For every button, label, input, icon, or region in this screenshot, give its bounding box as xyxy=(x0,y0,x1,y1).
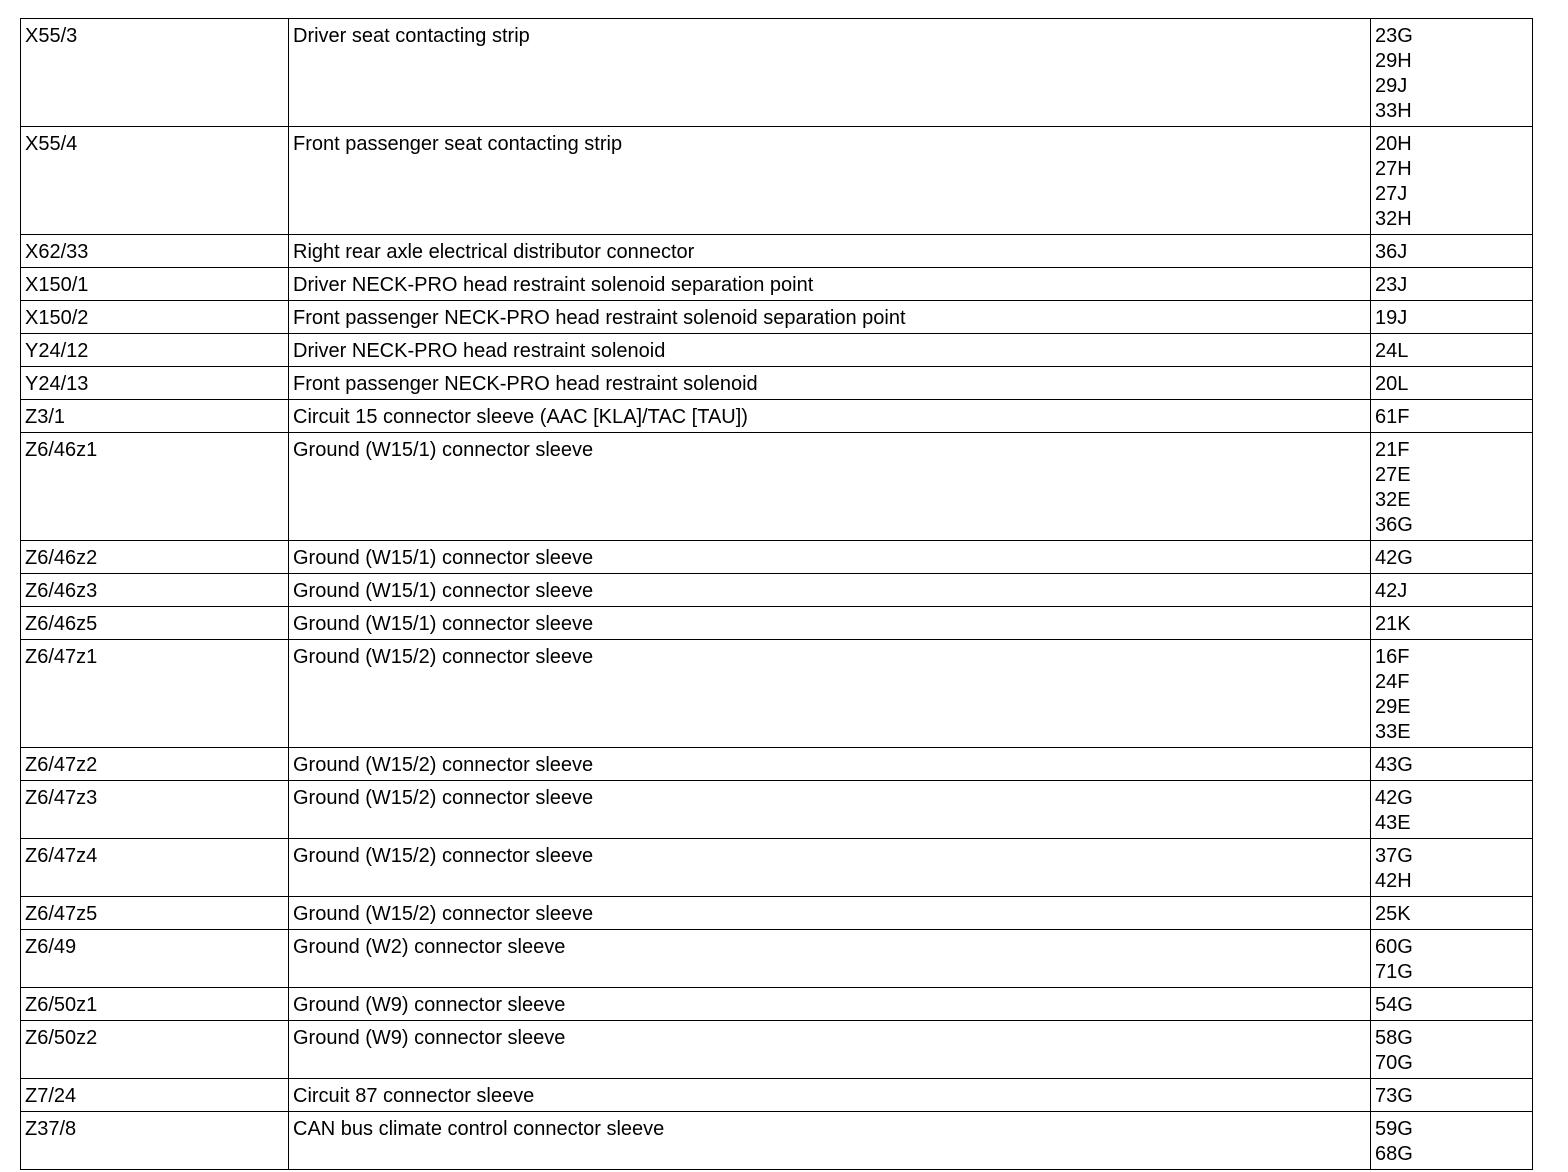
table-row xyxy=(21,268,1533,301)
component-code-cell: X55/3 xyxy=(21,19,289,127)
table-row xyxy=(21,781,1533,839)
table-row xyxy=(21,19,1533,127)
grid-location-cell xyxy=(1371,574,1533,607)
grid-location-cell xyxy=(1371,367,1533,400)
component-code-cell: Z6/46z3 xyxy=(21,574,289,607)
grid-location: 60G xyxy=(1375,936,1413,958)
grid-location-cell xyxy=(1371,748,1533,781)
table-row xyxy=(21,235,1533,268)
grid-location: 43G xyxy=(1375,754,1413,776)
grid-location: 24L xyxy=(1375,340,1409,362)
grid-location: 23J xyxy=(1375,274,1408,296)
table-row xyxy=(21,301,1533,334)
grid-location-cell xyxy=(1371,930,1533,988)
component-description-cell: Ground (W15/1) connector sleeve xyxy=(289,433,1371,541)
grid-location-cell xyxy=(1371,301,1533,334)
table-row xyxy=(21,541,1533,574)
component-code-cell: Z6/46z5 xyxy=(21,607,289,640)
component-code-cell: Z6/47z2 xyxy=(21,748,289,781)
table-row xyxy=(21,433,1533,541)
table-row xyxy=(21,334,1533,367)
grid-location: 29H xyxy=(1375,50,1412,72)
grid-location: 19J xyxy=(1375,307,1408,329)
grid-location: 25K xyxy=(1375,903,1411,925)
legend-table-body xyxy=(21,19,1533,1170)
grid-location-cell xyxy=(1371,607,1533,640)
grid-location: 42H xyxy=(1375,870,1412,892)
grid-location: 54G xyxy=(1375,994,1413,1016)
component-description-cell: Ground (W15/2) connector sleeve xyxy=(289,897,1371,930)
grid-location: 68G xyxy=(1375,1143,1413,1165)
component-code-cell: Z37/8 xyxy=(21,1112,289,1170)
component-description-cell: Ground (W15/1) connector sleeve xyxy=(289,574,1371,607)
table-row xyxy=(21,640,1533,748)
grid-location: 29J xyxy=(1375,75,1408,97)
grid-location-cell xyxy=(1371,781,1533,839)
grid-location: 20H xyxy=(1375,133,1412,155)
grid-location: 20L xyxy=(1375,373,1409,395)
table-row xyxy=(21,1112,1533,1170)
component-description-cell: Driver NECK-PRO head restraint solenoid separation point xyxy=(289,268,1371,301)
component-code-cell: Z6/50z1 xyxy=(21,988,289,1021)
component-description-cell: Ground (W9) connector sleeve xyxy=(289,988,1371,1021)
grid-location: 33H xyxy=(1375,100,1412,122)
grid-location-cell xyxy=(1371,640,1533,748)
component-description-cell: Ground (W15/1) connector sleeve xyxy=(289,607,1371,640)
component-code-cell: Y24/13 xyxy=(21,367,289,400)
component-code-cell: Z6/47z3 xyxy=(21,781,289,839)
component-code-cell: X55/4 xyxy=(21,127,289,235)
component-description-cell: Ground (W2) connector sleeve xyxy=(289,930,1371,988)
component-description-cell: Ground (W15/2) connector sleeve xyxy=(289,748,1371,781)
component-description-cell: Right rear axle electrical distributor connector xyxy=(289,235,1371,268)
table-row xyxy=(21,367,1533,400)
grid-location: 32E xyxy=(1375,489,1411,511)
table-row xyxy=(21,574,1533,607)
grid-location: 32H xyxy=(1375,208,1412,230)
grid-location: 42G xyxy=(1375,787,1413,809)
component-code-cell: Z6/47z5 xyxy=(21,897,289,930)
grid-location: 27E xyxy=(1375,464,1411,486)
grid-location: 36J xyxy=(1375,241,1408,263)
grid-location: 61F xyxy=(1375,406,1410,428)
table-row xyxy=(21,748,1533,781)
grid-location-cell xyxy=(1371,988,1533,1021)
table-row xyxy=(21,897,1533,930)
grid-location: 36G xyxy=(1375,514,1413,536)
component-code-cell: Z6/47z4 xyxy=(21,839,289,897)
grid-location-cell xyxy=(1371,334,1533,367)
grid-location-cell xyxy=(1371,839,1533,897)
grid-location-cell xyxy=(1371,1021,1533,1079)
grid-location: 27J xyxy=(1375,183,1408,205)
component-code-cell: Y24/12 xyxy=(21,334,289,367)
component-code-cell: Z3/1 xyxy=(21,400,289,433)
grid-location: 29E xyxy=(1375,696,1411,718)
component-code-cell: Z6/47z1 xyxy=(21,640,289,748)
table-row xyxy=(21,127,1533,235)
component-description-cell: Circuit 15 connector sleeve (AAC [KLA]/TAC [TAU]) xyxy=(289,400,1371,433)
component-description-cell: CAN bus climate control connector sleeve xyxy=(289,1112,1371,1170)
component-code-cell: Z6/49 xyxy=(21,930,289,988)
grid-location-cell xyxy=(1371,1079,1533,1112)
grid-location-cell xyxy=(1371,897,1533,930)
component-code-cell: Z6/46z2 xyxy=(21,541,289,574)
grid-location: 58G xyxy=(1375,1027,1413,1049)
grid-location: 33E xyxy=(1375,721,1411,743)
table-row xyxy=(21,1079,1533,1112)
grid-location: 23G xyxy=(1375,25,1413,47)
component-description-cell: Ground (W15/2) connector sleeve xyxy=(289,640,1371,748)
component-code-cell: Z7/24 xyxy=(21,1079,289,1112)
table-row xyxy=(21,1021,1533,1079)
component-description-cell: Driver seat contacting strip xyxy=(289,19,1371,127)
grid-location-cell xyxy=(1371,1112,1533,1170)
grid-location-cell xyxy=(1371,433,1533,541)
table-row xyxy=(21,400,1533,433)
grid-location: 71G xyxy=(1375,961,1413,983)
grid-location: 42G xyxy=(1375,547,1413,569)
table-row xyxy=(21,607,1533,640)
component-code-cell: X150/2 xyxy=(21,301,289,334)
component-description-cell: Front passenger NECK-PRO head restraint solenoid separation point xyxy=(289,301,1371,334)
grid-location: 24F xyxy=(1375,671,1410,693)
grid-location-cell xyxy=(1371,235,1533,268)
component-code-cell: Z6/50z2 xyxy=(21,1021,289,1079)
grid-location: 16F xyxy=(1375,646,1410,668)
component-description-cell: Front passenger seat contacting strip xyxy=(289,127,1371,235)
component-description-cell: Ground (W15/1) connector sleeve xyxy=(289,541,1371,574)
grid-location: 27H xyxy=(1375,158,1412,180)
component-code-cell: X150/1 xyxy=(21,268,289,301)
grid-location: 37G xyxy=(1375,845,1413,867)
grid-location: 70G xyxy=(1375,1052,1413,1074)
table-row xyxy=(21,839,1533,897)
grid-location-cell xyxy=(1371,400,1533,433)
component-description-cell: Driver NECK-PRO head restraint solenoid xyxy=(289,334,1371,367)
component-code-cell: X62/33 xyxy=(21,235,289,268)
grid-location: 59G xyxy=(1375,1118,1413,1140)
component-description-cell: Ground (W15/2) connector sleeve xyxy=(289,781,1371,839)
component-description-cell: Ground (W15/2) connector sleeve xyxy=(289,839,1371,897)
component-code-cell: Z6/46z1 xyxy=(21,433,289,541)
grid-location-cell xyxy=(1371,127,1533,235)
grid-location: 73G xyxy=(1375,1085,1413,1107)
component-description-cell: Circuit 87 connector sleeve xyxy=(289,1079,1371,1112)
table-row xyxy=(21,988,1533,1021)
grid-location-cell xyxy=(1371,268,1533,301)
grid-location: 42J xyxy=(1375,580,1408,602)
grid-location: 21F xyxy=(1375,439,1410,461)
component-description-cell: Front passenger NECK-PRO head restraint solenoid xyxy=(289,367,1371,400)
component-legend-table xyxy=(20,18,1533,1170)
component-description-cell: Ground (W9) connector sleeve xyxy=(289,1021,1371,1079)
grid-location-cell xyxy=(1371,19,1533,127)
grid-location: 21K xyxy=(1375,613,1411,635)
grid-location-cell xyxy=(1371,541,1533,574)
table-row xyxy=(21,930,1533,988)
grid-location: 43E xyxy=(1375,812,1411,834)
